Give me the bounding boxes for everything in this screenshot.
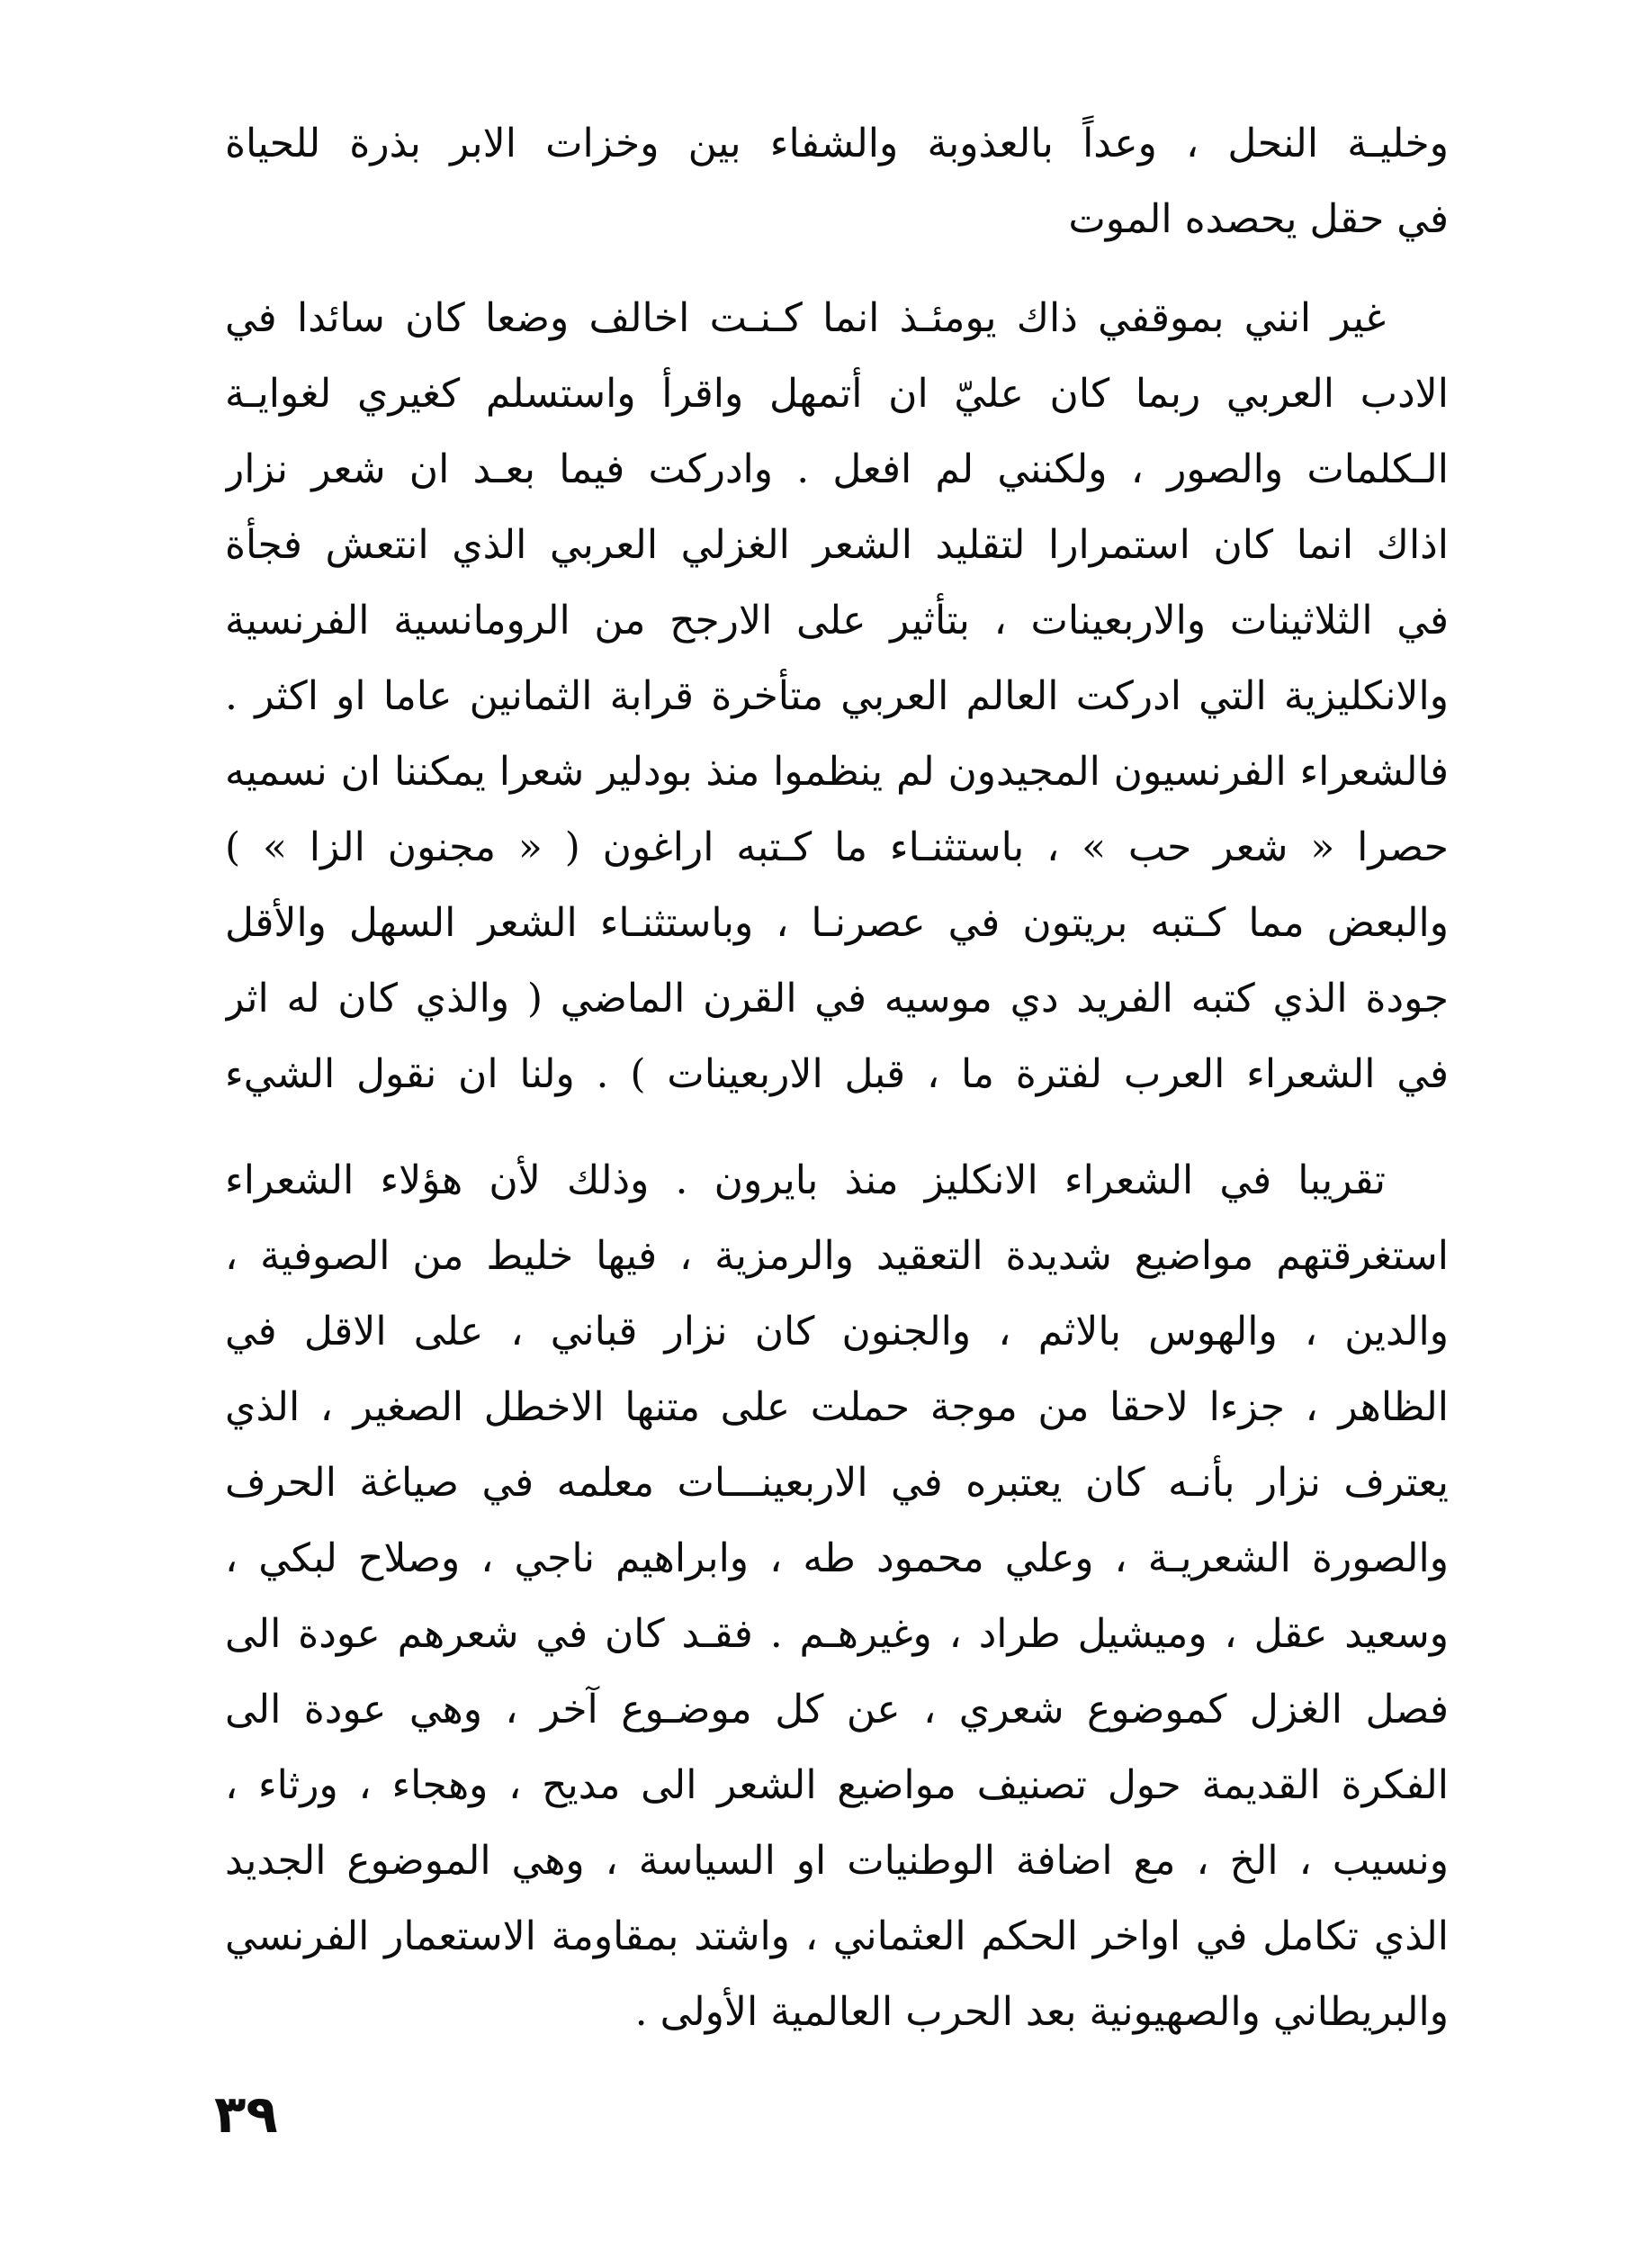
text-line: الذي تكامل في اواخر الحكم العثماني ، واشتد بمقاومة الاستعمار الفرنسي bbox=[225, 1913, 1449, 1959]
text-line: فصل الغزل كموضوع شعري ، عن كل موضـوع آخر ، وهي عودة الى bbox=[225, 1687, 1449, 1732]
text-line: وخليـة النحل ، وعداً بالعذوبة والشفاء بين وخزات الابر بذرة للحياة bbox=[225, 121, 1449, 166]
paragraph-1 bbox=[225, 106, 1449, 257]
text-line: الظاهر ، جزءا لاحقا من موجة حملت على متنها الاخطل الصغير ، الذي bbox=[225, 1384, 1449, 1430]
text-line: والبريطاني والصهيونية بعد الحرب العالمية الأولى . bbox=[634, 1989, 1449, 2035]
paragraph-2 bbox=[225, 281, 1449, 1112]
text-line: استغرقتهم مواضيع شديدة التعقيد والرمزية ، فيها خليط من الصوفية ، bbox=[225, 1233, 1449, 1279]
text-line: اذاك انما كان استمرارا لتقليد الشعر الغزلي العربي الذي انتعش فجأة bbox=[225, 522, 1449, 568]
text-line: في حقل يحصده الموت bbox=[1068, 196, 1449, 242]
paragraph-3 bbox=[225, 1143, 1449, 2050]
text-line: ونسيب ، الخ ، مع اضافة الوطنيات او السياسة ، وهي الموضوع الجديد bbox=[225, 1838, 1449, 1884]
text-line: جودة الذي كتبه الفريد دي موسيه في القرن الماضي ( والذي كان له اثر bbox=[225, 976, 1449, 1022]
text-line: والبعض مما كـتبه بريتون في عصرنـا ، وباستثنـاء الشعر السهل والأقل bbox=[225, 900, 1449, 946]
text-line: غير انني بموقفي ذاك يومئـذ انما كـنـت اخالف وضعا كان سائدا في bbox=[225, 295, 1386, 341]
text-line: في الشعراء العرب لفترة ما ، قبل الاربعينات ) . ولنا ان نقول الشيء bbox=[225, 1051, 1449, 1097]
text-line: تقريبا في الشعراء الانكليز منذ بايرون . وذلك لأن هؤلاء الشعراء bbox=[225, 1157, 1386, 1203]
text-line: الفكرة القديمة حول تصنيف مواضيع الشعر الى مديح ، وهجاء ، ورثاء ، bbox=[225, 1762, 1449, 1808]
text-line: الـكلمات والصور ، ولكنني لم افعل . وادركت فيما بعـد ان شعر نزار bbox=[225, 446, 1449, 492]
text-line: والصورة الشعريـة ، وعلي محمود طه ، وابراهيم ناجي ، وصلاح لبكي ، bbox=[225, 1535, 1449, 1581]
text-line: يعترف نزار بأنـه كان يعتبره في الاربعينـــات معلمه في صياغة الحرف bbox=[225, 1460, 1449, 1506]
text-line: والدين ، والهوس بالاثم ، والجنون كان نزار قباني ، على الاقل في bbox=[225, 1309, 1449, 1354]
text-line: في الثلاثينات والاربعينات ، بتأثير على الارجح من الرومانسية الفرنسية bbox=[225, 598, 1449, 644]
text-line: والانكليزية التي ادركت العالم العربي متأخرة قرابة الثمانين عاما او اكثر . bbox=[225, 673, 1449, 719]
text-line: الادب العربي ربما كان عليّ ان أتمهل واقرأ واستسلم كغيري لغوايـة bbox=[225, 371, 1449, 417]
page-number: ٣٩ bbox=[214, 2084, 278, 2145]
text-line: وسعيد عقل ، وميشيل طراد ، وغيرهـم . فقـد كان في شعرهم عودة الى bbox=[225, 1611, 1449, 1657]
text-line: فالشعراء الفرنسيون المجيدون لم ينظموا منذ بودلير شعرا يمكننا ان نسميه bbox=[225, 749, 1449, 795]
text-line: حصرا « شعر حب » ، باستثنـاء ما كـتبه اراغون ( « مجنون الزا » ) bbox=[225, 824, 1449, 870]
